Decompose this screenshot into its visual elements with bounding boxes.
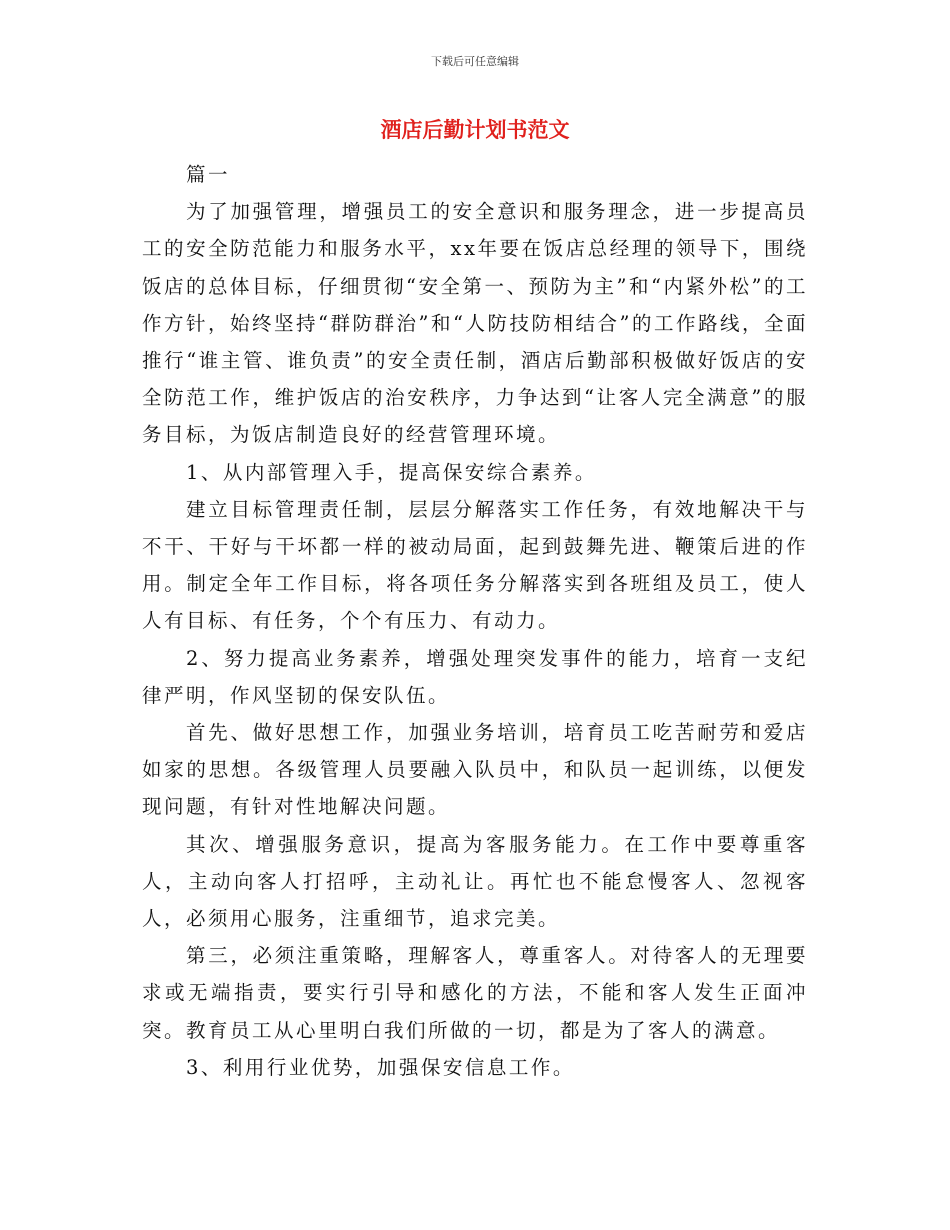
document-body [142,156,808,1086]
paragraph-first: 首先、做好思想工作，加强业务培训，培育员工吃苦耐劳和爱店如家的思想。各级管理人员要融入队员中，和队员一起训练，以便发现问题，有针对性地解决问题。 [142,721,808,819]
paragraph-third: 第三，必须注重策略，理解客人，尊重客人。对待客人的无理要求或无端指责，要实行引导和感化的方法，不能和客人发生正面冲突。教育员工从心里明白我们所做的一切，都是为了客人的满意。 [142,944,808,1042]
paragraph-intro: 为了加强管理，增强员工的安全意识和服务理念，进一步提高员工的安全防范能力和服务水平，xx年要在饭店总经理的领导下，围绕饭店的总体目标，仔细贯彻“安全第一、预防为主”和“内紧外松”的工作方针，始终坚持“群防群治”和“人防技防相结合”的工作路线，全面推行“谁主管、谁负责”的安全责任制，酒店后勤部积极做好饭店的安全防范工作，维护饭店的治安秩序，力争达到“让客人完全满意”的服务目标，为饭店制造良好的经营管理环境。 [142,200,808,447]
heading-point-3: 3、利用行业优势，加强保安信息工作。 [186,1055,575,1079]
document-title: 酒店后勤计划书范文 [380,118,570,142]
paragraph-second: 其次、增强服务意识，提高为客服务能力。在工作中要尊重客人，主动向客人打招呼，主动礼让。再忙也不能怠慢客人、忽视客人，必须用心服务，注重细节，追求完美。 [142,832,808,931]
heading-point-2: 2、努力提高业务素养，增强处理突发事件的能力，培育一支纪律严明，作风坚韧的保安队伍。 [142,646,808,707]
heading-point-1: 1、从内部管理入手，提高保安综合素养。 [186,460,597,484]
header-note: 下载后可任意编辑 [431,55,519,68]
section-label: 篇一 [186,163,231,186]
paragraph-point-1: 建立目标管理责任制，层层分解落实工作任务，有效地解决干与不干、干好与干坏都一样的被动局面，起到鼓舞先进、鞭策后进的作用。制定全年工作目标，将各项任务分解落实到各班组及员工，使人人有目标、有任务，个个有压力、有动力。 [142,497,808,633]
